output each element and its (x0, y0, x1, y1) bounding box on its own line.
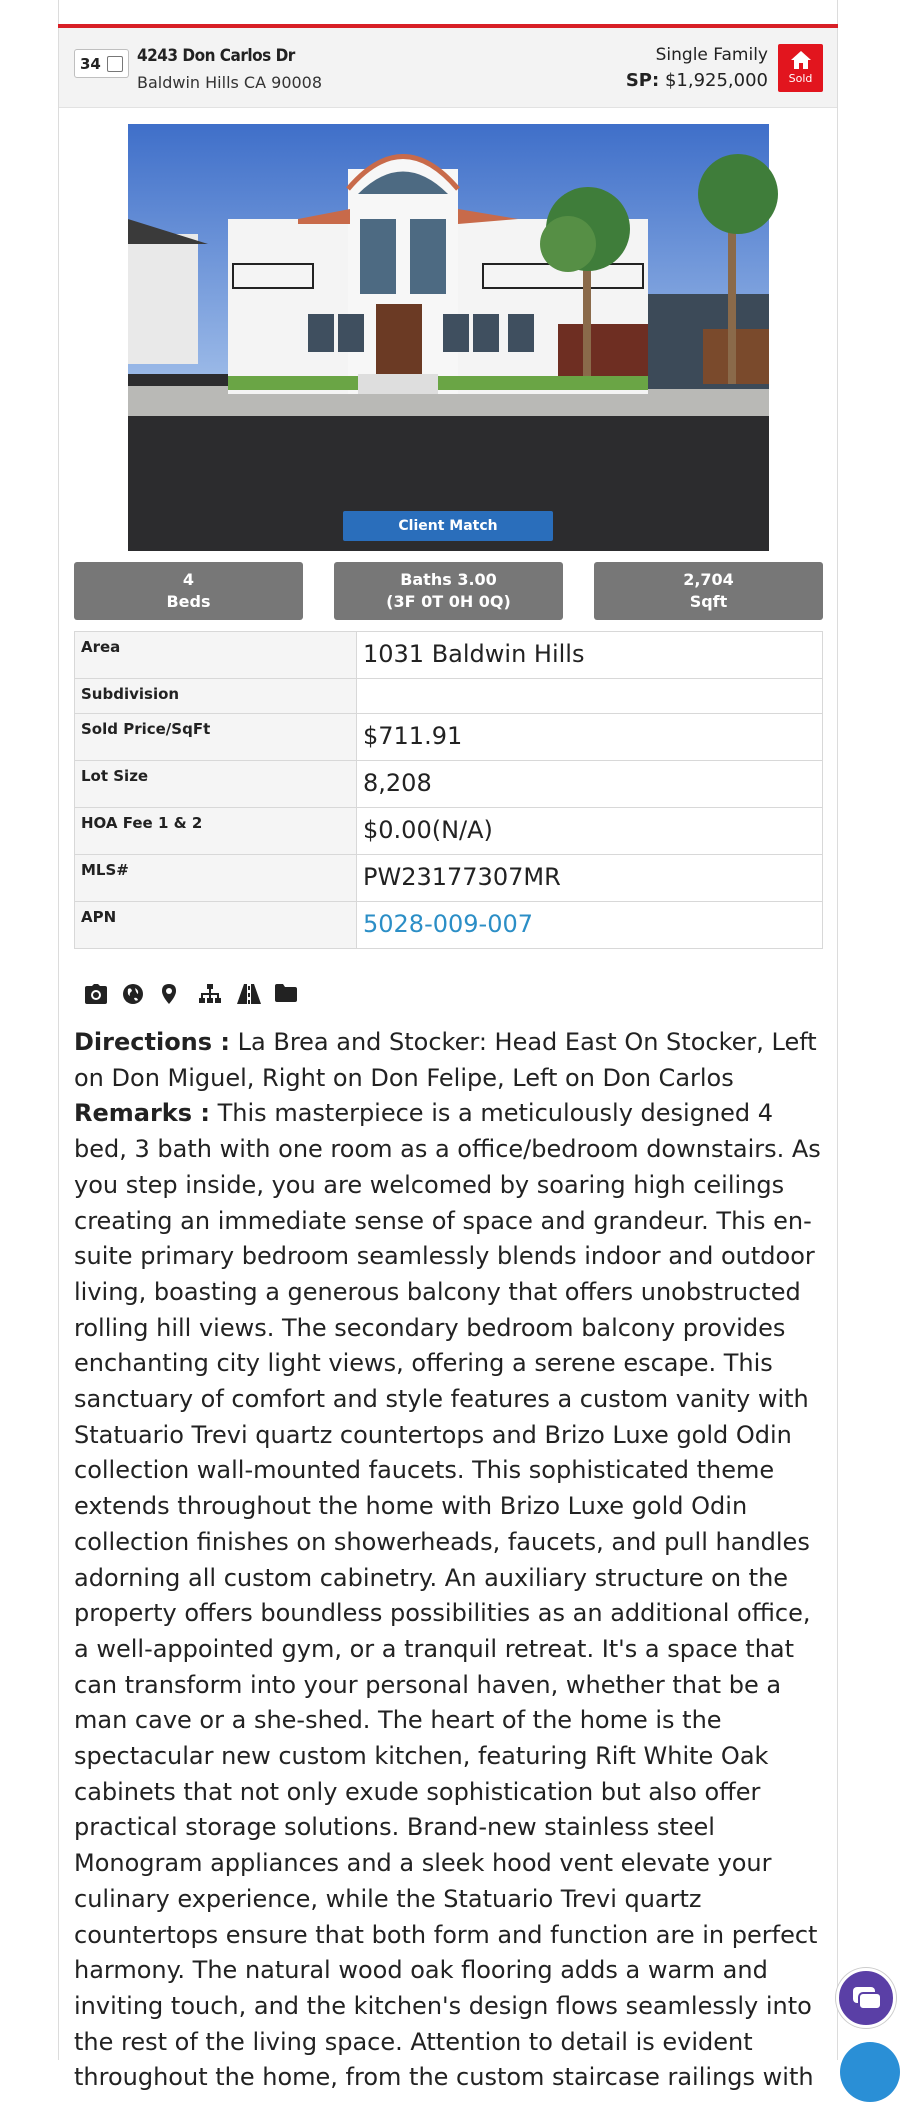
baths-value: Baths 3.00 (400, 570, 497, 589)
beds-value: 4 (182, 570, 195, 589)
property-type: Single Family (655, 45, 768, 65)
address-line1[interactable]: 4243 Don Carlos Dr (137, 46, 295, 66)
baths-detail: (3F 0T 0H 0Q) (386, 592, 511, 611)
directions-label: Directions : (74, 1028, 230, 1056)
hoa-fee-label: HOA Fee 1 & 2 (75, 808, 357, 855)
apn-label: APN (75, 902, 357, 949)
listing-select[interactable] (74, 49, 129, 78)
folder-icon[interactable] (274, 983, 296, 1005)
remarks (74, 1096, 826, 2096)
home-icon (790, 50, 812, 70)
sitemap-icon[interactable] (198, 983, 220, 1005)
client-match-button[interactable]: Client Match (343, 511, 553, 541)
table-row (75, 855, 823, 902)
table-row (75, 902, 823, 949)
beds-label: Beds (166, 592, 211, 611)
sqft-stat (594, 562, 823, 620)
directions (74, 1025, 826, 1096)
road-icon[interactable] (236, 983, 258, 1005)
table-row (75, 632, 823, 679)
remarks-label: Remarks : (74, 1099, 210, 1128)
remarks-text: This masterpiece is a meticulously designed 4 bed, 3 bath with one room as a office/bedroom downstairs. As you step inside, you are welcomed by soaring high ceilings creating an immediate sense of space and grandeur. This en-suite primary bedroom seamlessly blends indoor and outdoor living, boasting a generous balcony that offers unobstructed rolling hill views. The secondary bedroom balcony provides enchanting city light views, offering a serene escape. This sanctuary of comfort and style features a custom vanity with Statuario Trevi quartz countertops and Brizo Luxe gold Odin collection wall-mounted faucets. This sophisticated theme extends throughout the home with Brizo Luxe gold Odin collection finishes on showerheads, faucets, and pull handles adorning all custom cabinetry. An auxiliary structure on the property offers boundless possibilities as an additional office, a well-appointed gym, or a tranquil retreat. It's a space that can transform into your personal haven, whether that be a man cave or a she-shed. The heart of the home is the spectacular new custom kitchen, featuring Rift White Oak cabinets that not only exude sophistication but also offer practical storage solutions. Brand-new stainless steel Monogram appliances and a sleek hood vent elevate your culinary experience, while the Statuario Trevi quartz countertops ensure that both form and function are in perfect harmony. The natural wood oak flooring adds a warm and inviting touch, and the kitchen's design flows seamlessly into the rest of the living space. Attention to detail is evident throughout the home, from the custom staircase railings with (74, 1099, 821, 2092)
globe-icon[interactable] (122, 983, 144, 1005)
listing-header (59, 28, 837, 108)
sqft-value: 2,704 (683, 570, 734, 589)
table-row (75, 761, 823, 808)
lot-size-value: 8,208 (357, 761, 823, 808)
table-row (75, 808, 823, 855)
action-icons (84, 983, 312, 1005)
select-checkbox[interactable] (107, 56, 123, 72)
mls-label: MLS# (75, 855, 357, 902)
help-widget-button[interactable] (840, 2042, 900, 2102)
subdivision-label: Subdivision (75, 679, 357, 714)
listing-description (74, 1025, 826, 2096)
table-row (75, 679, 823, 714)
area-label: Area (75, 632, 357, 679)
status-badge (778, 44, 823, 92)
status-label: Sold (788, 72, 813, 85)
lot-size-label: Lot Size (75, 761, 357, 808)
camera-icon[interactable] (84, 983, 106, 1005)
directions-text: La Brea and Stocker: Head East On Stocker, Left on Don Miguel, Right on Don Felipe, Left on Don Carlos (74, 1028, 817, 1092)
listing-number: 34 (80, 54, 101, 73)
property-photo[interactable] (128, 124, 769, 551)
price-sqft-value: $711.91 (357, 714, 823, 761)
map-marker-icon[interactable] (160, 983, 182, 1005)
sold-price (626, 70, 768, 91)
chat-icon (839, 1971, 893, 2025)
house-photo-image (128, 124, 769, 551)
apn-link[interactable]: 5028-009-007 (357, 902, 823, 949)
address-line2: Baldwin Hills CA 90008 (137, 73, 323, 92)
sqft-label: Sqft (689, 592, 728, 611)
mls-value: PW23177307MR (357, 855, 823, 902)
sold-price-label: SP: (625, 70, 660, 91)
hoa-fee-value: $0.00(N/A) (357, 808, 823, 855)
subdivision-value (357, 679, 823, 714)
beds-stat (74, 562, 303, 620)
table-row (75, 714, 823, 761)
details-table (74, 631, 823, 949)
price-sqft-label: Sold Price/SqFt (75, 714, 357, 761)
sold-price-value: $1,925,000 (664, 70, 768, 91)
chat-widget-button[interactable] (836, 1968, 896, 2028)
area-value: 1031 Baldwin Hills (357, 632, 823, 679)
baths-stat (334, 562, 563, 620)
